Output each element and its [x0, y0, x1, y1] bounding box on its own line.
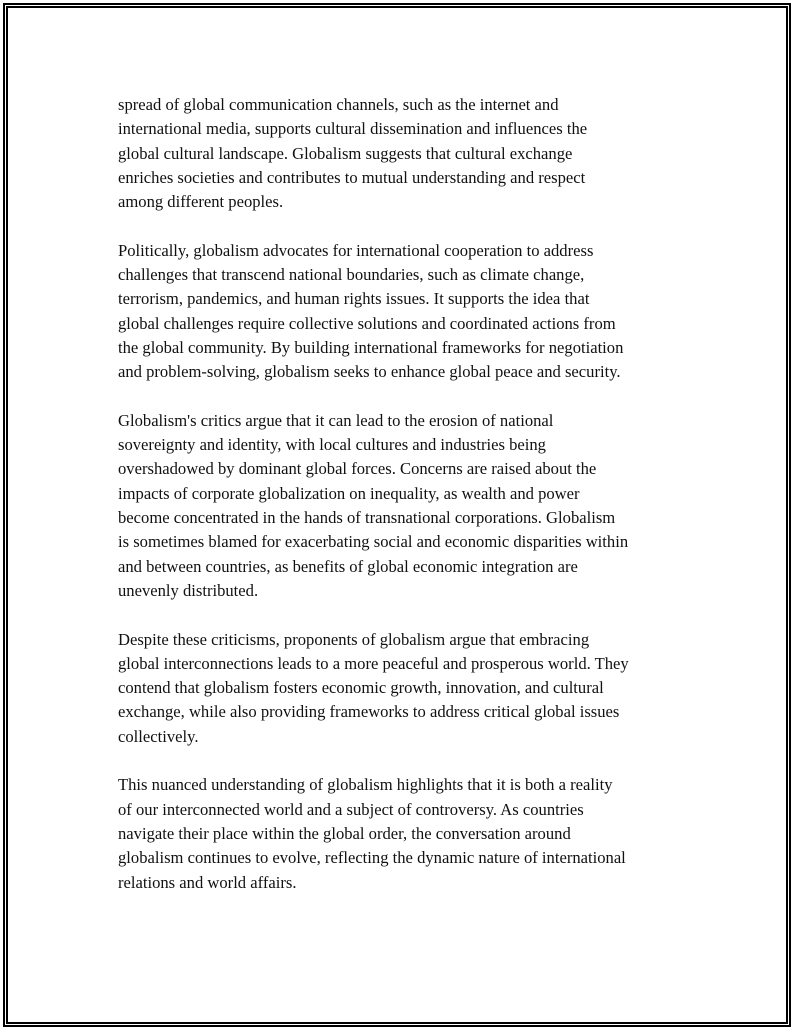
- text-line: the global community. By building international frameworks for negotiation: [118, 337, 624, 357]
- text-line: of our interconnected world and a subject of controversy. As countries: [118, 799, 584, 819]
- text-line: among different peoples.: [118, 192, 284, 212]
- text-line: global challenges require collective solutions and coordinated actions from: [118, 313, 616, 333]
- text-line: become concentrated in the hands of transnational corporations. Globalism: [118, 508, 616, 528]
- text-line: international media, supports cultural dissemination and influences the: [118, 119, 588, 139]
- text-line: impacts of corporate globalization on inequality, as wealth and power: [118, 483, 580, 503]
- text-line: relations and world affairs.: [118, 872, 297, 892]
- text-line: Globalism's critics argue that it can lead to the erosion of national: [118, 410, 554, 430]
- paragraph-critics: [118, 409, 686, 603]
- text-line: Despite these criticisms, proponents of globalism argue that embracing: [118, 629, 590, 649]
- text-line: navigate their place within the global order, the conversation around: [118, 823, 571, 843]
- paragraph-political: [118, 239, 686, 385]
- text-line: and between countries, as benefits of global economic integration are: [118, 556, 578, 576]
- text-line: overshadowed by dominant global forces. Concerns are raised about the: [118, 459, 597, 479]
- text-line: enriches societies and contributes to mutual understanding and respect: [118, 167, 586, 187]
- text-line: terrorism, pandemics, and human rights issues. It supports the idea that: [118, 289, 590, 309]
- paragraph-cultural: [118, 93, 686, 214]
- text-line: spread of global communication channels, such as the internet and: [118, 95, 559, 114]
- text-line: collectively.: [118, 726, 199, 746]
- text-line: global interconnections leads to a more peaceful and prosperous world. They: [118, 653, 629, 673]
- text-line: unevenly distributed.: [118, 580, 259, 600]
- text-line: globalism continues to evolve, reflecting the dynamic nature of international: [118, 848, 626, 868]
- paragraph-proponents: [118, 628, 686, 749]
- text-line: challenges that transcend national boundaries, such as climate change,: [118, 265, 585, 285]
- text-line: is sometimes blamed for exacerbating social and economic disparities within: [118, 532, 629, 552]
- text-line: This nuanced understanding of globalism highlights that it is both a reality: [118, 775, 613, 795]
- text-line: global cultural landscape. Globalism suggests that cultural exchange: [118, 143, 573, 163]
- text-line: sovereignty and identity, with local cultures and industries being: [118, 435, 546, 455]
- text-line: contend that globalism fosters economic growth, innovation, and cultural: [118, 678, 604, 698]
- text-line: and problem-solving, globalism seeks to enhance global peace and security.: [118, 362, 621, 382]
- document-body: [118, 93, 686, 919]
- text-line: Politically, globalism advocates for international cooperation to address: [118, 240, 594, 260]
- paragraph-conclusion: [118, 773, 686, 894]
- text-line: exchange, while also providing frameworks to address critical global issues: [118, 702, 620, 722]
